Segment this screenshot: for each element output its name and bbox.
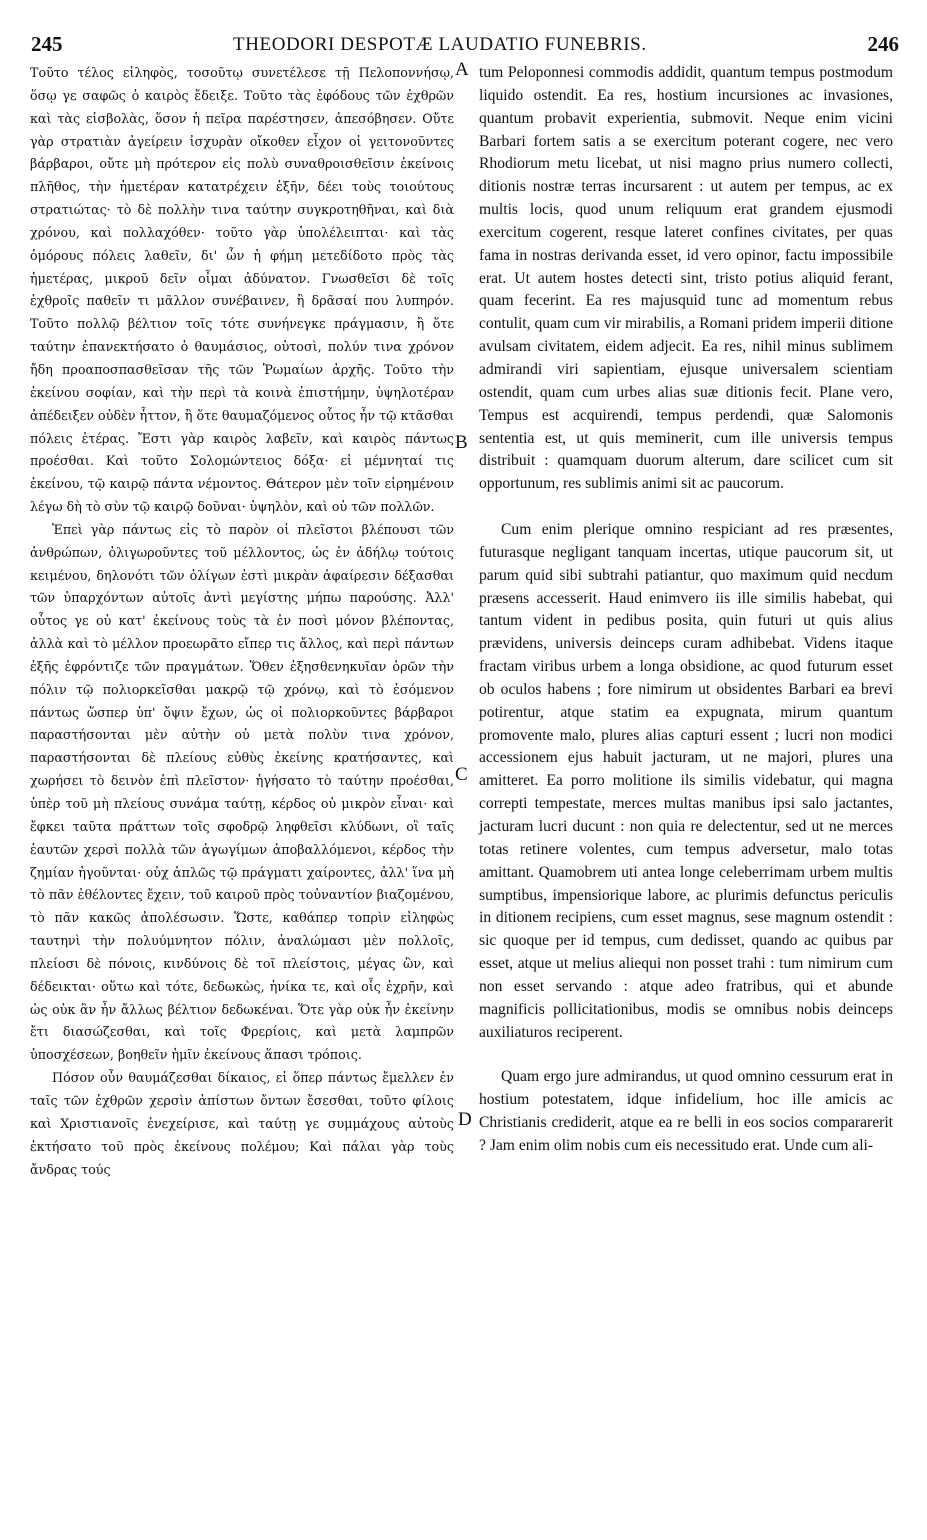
latin-column: [479, 62, 893, 1158]
margin-letter-d: D: [458, 1109, 472, 1130]
page-number-right: 246: [867, 32, 899, 56]
latin-paragraph-3: Quam ergo jure admirandus, ut quod omnino cessurum erat in hostium potestatem, idque infidelium, hoc ille amicis ac Christianis crediderit, atque ea re belli in eos socios compararerit ? Jam enim olim nobis cum eis necessitudo erat. Unde cum ali-: [479, 1068, 893, 1154]
page-number-left: 245: [31, 32, 63, 56]
margin-letter-b: B: [455, 432, 468, 453]
greek-paragraph-1: Τοῦτο τέλος εἰληφὸς, τοσοῦτῳ συνετέλεσε τῇ Πελοποννήσῳ, ὅσῳ γε σαφῶς ὁ καιρὸς ἔδειξε. Τοῦτο τὰς ἐφόδους τῶν ἐχθρῶν καὶ τὰς εἰσβολὰς, ὅσον ἡ πεῖρα παρέστησεν, ἀπεσόβησεν. Οὔτε γὰρ στρατιὰν ἀγείρειν ἰσχυρὰν οἴκοθεν εἶχον οἱ γειτονοῦντες βάρβαροι, οὔτε μὴ πρότερον εἰς πολὺ συναθροισθεῖσιν ἐκείνοις πλῆθος, τὴν ἡμετέραν κατατρέχειν ἐξῆν, δέει τοὺς τοιούτους στρατιώτας· τὸ δὲ πολλὴν τινα ταύτην συγκροτηθῆναι, καὶ διὰ χρόνου, καὶ πολλαχόθεν· τοῦτο γὰρ ὑπολέλειπται· καὶ τὰς ὁμόρους πόλεις λαθεῖν, δι' ὧν ἡ φήμη μετεδίδοτο πρὸς τὰς ἡμετέρας, μικροῦ δεῖν οἶμαι ἀδύνατον. Γνωσθεῖσι δὲ τοῖς ἐχθροῖς παθεῖν τι μᾶλλον συνέβαινεν, ἢ δρᾶσαί που λυπηρόν. Τοῦτο πολλῷ βέλτιον τοῖς τότε συνήνεγκε πράγμασιν, ἢ ὅτε ταύτην ἐπανεκτήσατο ὁ θαυμάσιος, οὑτοσὶ, πολύν τινα χρόνον ἤδη προαποσπασθεῖσαν τῆς τῶν Ῥωμαίων ἀρχῆς. Τοῦτο τὴν ἐκείνου σοφίαν, καὶ τὴν περὶ τὰ κοινὰ ἐπιστήμην, ὑψηλοτέραν ἀπέδειξεν οὐδὲν ἧττον, ἢ ὅτε θαυμαζόμενος οὗτος ἦν τῷ κτᾶσθαι πόλεις ἑτέρας. Ἔστι γὰρ καιρὸς λαβεῖν, καὶ καιρὸς πάντως προέσθαι. Καὶ τοῦτο Σολομώντειος δόξα· εἰ μέμνηταί τις ἐκείνου, τῷ καιρῷ πάντα νέμοντος. Θάτερον μὲν τοῖν εἰρημένοιν λέγω δὴ τὸ σὺν τῷ καιρῷ δοῦναι· ὑψηλὸν, καὶ οὐ τῶν πολλῶν.: [30, 65, 454, 515]
running-title: THEODORI DESPOTÆ LAUDATIO FUNEBRIS.: [233, 34, 647, 55]
latin-paragraph-1: tum Peloponnesi commodis addidit, quantum tempus postmodum liquido ostendit. Ea res, hostium incursiones ac invasiones, quantum probavit experientia, submovit. Neque enim vicini Barbari fortem satis a se exercitum poterant cogere, nec vero Rhodiorum metu licebat, ut nisi magno prius numero collecti, ditionis nostræ terras incursarent : ut autem per tempus, ac ex multis locis, quod unum reliquum erat grandem ejusmodi exercitum cogerent, resque lateret confines civitates, per quas fama in nostras derivanda esset, id vero opinor, factu impossibile erat. Ut autem hostes detecti sint, tristo potius aliquid ferant, quam fecerint. Ea res majusquid tunc ad momentum rebus contulit, quam cum vir mirabilis, a Romani pridem imperii ditione avulsam civitatem, eidem adjecit. Ea res, nihil minus sublimem admirandi viri sapientiam, ejusque universalem scientiam ostendit, quam cum urbes alias suæ ditionis fecit. Plane vero, Tempus est acquirendi, tempus perdendi, quæ Salomonis sententia est, ut quis meminerit, cum ille universis tempus distribuit : quamquam duorum alterum, dare scilicet cum sit opportunum, res sublimis animi sit ac paucorum.: [479, 64, 893, 493]
greek-paragraph-2: Ἐπεὶ γὰρ πάντως εἰς τὸ παρὸν οἱ πλεῖστοι βλέπουσι τῶν ἀνθρώπων, ὀλιγωροῦντες τοῦ μέλλοντος, ὡς ἐν ἀδήλῳ τούτοις κειμένου, δηλονότι τῶν ὀλίγων ἐστὶ μικρὰν ἀφαίρεσιν δέξασθαι τῶν ὑπαρχόντων αὐτοῖς ἀντὶ μεγίστης μήπω παρούσης. Ἀλλ' οὗτος γε οὐ κατ' ἐκείνους τοὺς τὰ ἐν ποσὶ μόνον βλέποντας, ἀλλὰ καὶ τὸ μέλλον προεωρᾶτο εἴπερ τις ἄλλος, καὶ περὶ πάντων ἐξῆς ἐφρόντιζε τῶν πραγμάτων. Ὅθεν ἐξησθενηκυῖαν ὁρῶν τὴν πόλιν τῷ πολιορκεῖσθαι μακρῷ τῷ χρόνῳ, καὶ τὸ ἐσόμενον πάντως ὥσπερ ὑπ' ὄψιν ἔχων, ὡς οἱ πολιορκοῦντες βάρβαροι παραστήσονται μὲν αὐτὴν οὐ μετὰ πολὺν τινα χρόνον, παραστήσονται δὲ πλείους εὐθὺς ἐκείνης κρατήσαντες, καὶ χωρήσει τὸ δεινὸν ἐπὶ πλεῖστον· ἡγήσατο τὸ ταύτην προέσθαι, ὑπὲρ τοῦ μὴ πλείους συνάμα ταύτῃ, κέρδος οὐ μικρὸν εἶναι· καὶ ἔφκει ταῦτα πράττων τοῖς σφοδρῷ ληφθεῖσι κλύδωνι, οἳ ταῖς ἑαυτῶν χερσὶ πολλὰ τῶν ἀγωγίμων ἀποβαλλόμενοι, κέρδος τὴν ζημίαν ἡγοῦνται· οὐχ ἁπλῶς τῷ πράγματι χαίροντες, ἀλλ' ἵνα μὴ τὸ πᾶν ἐθέλοντες ἔχειν, τοῦ καιροῦ πρὸς τοὐναντίον βιαζομένου, τὸ πᾶν κακῶς ἀπολέσωσιν. Ὥστε, καθάπερ τοπρὶν εἰληφὼς ταυτηνὶ τὴν πολυύμνητον πόλιν, ἀναλώμασι μὲν πολλοῖς, πλείοσι δὲ πόνοις, κινδύνοις δὲ τοῖ πλείστοις, μέγας ὢν, καὶ δέδεικται· οὕτω καὶ τότε, δεδωκὼς, ἡνίκα τε, καὶ οἷς ἐχρῆν, καὶ ὡς οὐκ ἂν ἦν ἄλλως βέλτιον δεδωκέναι. Ὅτε γὰρ οὐκ ἦν ἐκείνην ἔτι διασώζεσθαι, καὶ τοῖς Φρερίοις, καὶ μετὰ λαμπρῶν ὑποσχέσεων, βοηθεῖν ἡμῖν ἐκείνους ἅπασι τρόποις.: [30, 521, 454, 1063]
margin-letter-c: C: [455, 764, 468, 785]
greek-paragraph-3: Πόσον οὖν θαυμάζεσθαι δίκαιος, εἰ ὅπερ πάντως ἔμελλεν ἐν ταῖς τῶν ἐχθρῶν χερσὶν ἀπίστων ὄντων ἔσεσθαι, τοῦτο φίλοις καὶ Χριστιανοῖς ἐνεχείρισε, καὶ ταύτῃ γε συμμάχους αὐτοὺς ἐκτήσατο τοῦ πρὸς ἐκείνους πολέμου; Καὶ πάλαι γὰρ τοὺς ἄνδρας τούς: [30, 1070, 454, 1177]
greek-column: [30, 62, 454, 1181]
margin-letter-a: A: [455, 59, 469, 80]
latin-paragraph-2: Cum enim plerique omnino respiciant ad res præsentes, futurasque negligant tanquam incertas, utique paucorum sit, ut parum quid sibi subtrahi patiantur, quo maximum quid necdum præsens accesserit. Haud enimvero iis ille similis habebat, qui tantum vident in pedibus posita, quin futuri ut quis alius prævidens, universis deinceps curam adhibebat. Videns itaque fractam viribus urbem a longa obsidione, ac quod futurum esset ob oculos habens ; fore nimirum ut obsidentes Barbari ea brevi potirentur, atque statim ea expugnata, mirum quantum promovente malo, plures alias capturi essent ; lucri non modici accessionem ejus habuit jacturam, ut ne majori, plures una amitteret. Ea porro molitione ils similis videbatur, qui magna correpti tempestate, merces multas manibus ipsi salo jactantes, jacturam lucri ducunt : non quia re delectentur, sed ut ne merces totas retinere volentes, cum tempus adversetur, malo totas amittant. Quamobrem uti antea longe celeberrimam urbem multis sumptibus, impensiorique labore, ac plurimis defunctus periculis in ditionem recipiens, cum esset magnus, sese magnum ostendit : sic quoque per id tempus, cum dedisset, quando ac quibus par esset, atque ut melius aliequi non posset trahi : tum nimirum cum non esset servando : atque adeo fratribus, qui et abunde magnificis pollicitationibus, modis se omnibus nobis deinceps auxiliaturos reciperent.: [479, 521, 893, 1041]
running-header: [0, 32, 927, 62]
